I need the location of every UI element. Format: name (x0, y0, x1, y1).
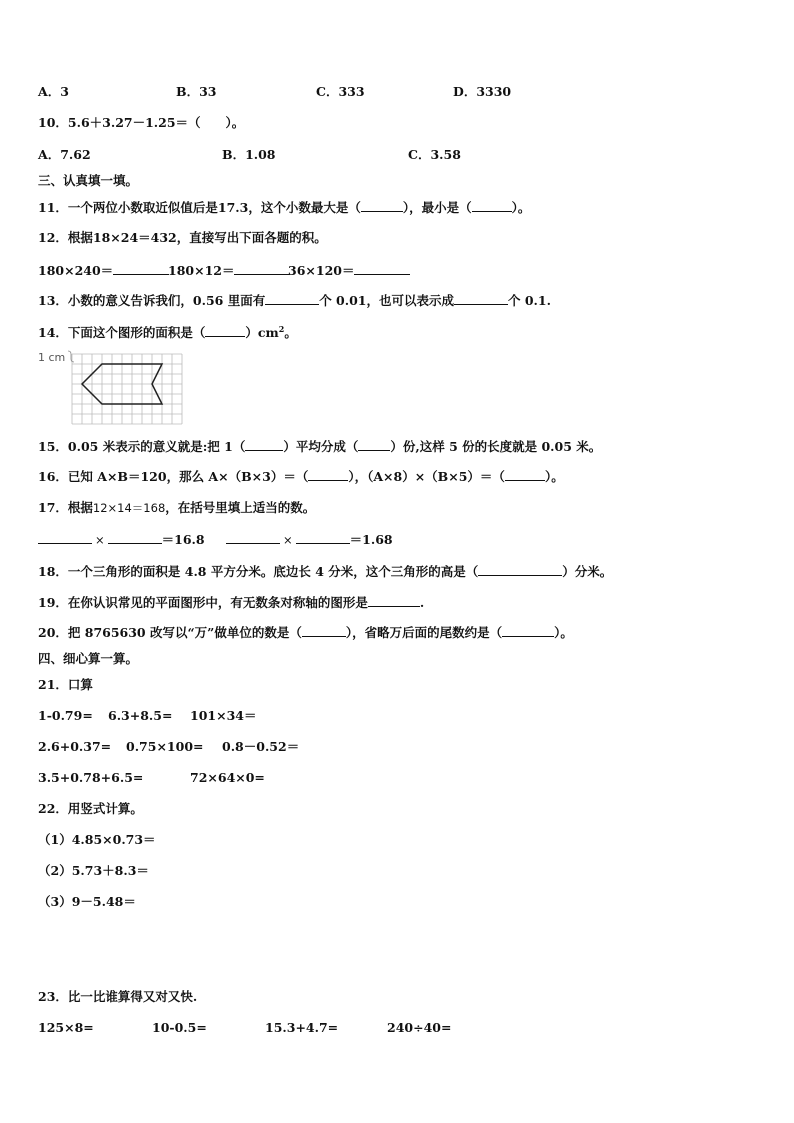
q16 (38, 468, 564, 485)
q13 (38, 292, 551, 309)
q10-option-c: C．3.58 (408, 147, 461, 162)
q18-text-a: 18．一个三角形的面积是 4.8 平方分米。底边长 4 分米，这个三角形的高是（ (38, 564, 479, 579)
q11-text-c: ）。 (511, 200, 531, 215)
q23-item-3: 15.3+4.7= (265, 1020, 339, 1035)
q13-blank-2[interactable] (454, 292, 508, 305)
q22-title: 22．用竖式计算。 (38, 801, 143, 816)
q20-blank-1[interactable] (302, 624, 346, 637)
q16-text-b: ），（A×8）×（B×5）＝（ (348, 469, 505, 484)
q12-stem: 12．根据18×24＝432，直接写出下面各题的积。 (38, 230, 327, 245)
q17-formula: 12×14＝168 (92, 501, 166, 515)
q17-blank-4[interactable] (296, 531, 350, 544)
q16-blank-2[interactable] (505, 468, 545, 481)
q14-blank[interactable] (205, 324, 245, 337)
q18-text-b: ）分米。 (562, 564, 613, 579)
scale-brace (68, 351, 74, 362)
q21-r2-c2: 0.75×100= (126, 739, 204, 754)
q21-r3-c2: 72×64×0= (190, 770, 265, 785)
q16-blank-1[interactable] (308, 468, 348, 481)
option-d: D．3330 (453, 84, 512, 99)
q23-item-2: 10-0.5= (152, 1020, 207, 1035)
q14-text-a: 14．下面这个图形的面积是（ (38, 325, 206, 340)
q11-blank-min[interactable] (472, 199, 512, 212)
q17-blank-1[interactable] (38, 531, 92, 544)
q14-sup: 2 (278, 323, 285, 334)
q12-row-3 (288, 262, 410, 279)
section-4-heading: 四、细心算一算。 (38, 651, 139, 666)
q12-expr-3: 36×120＝ (288, 263, 355, 278)
q21-title: 21．口算 (38, 677, 93, 692)
q12-blank-3[interactable] (354, 262, 410, 275)
q15-text-a: 15．0.05 米表示的意义就是:把 1（ (38, 439, 246, 454)
q19-blank[interactable] (368, 594, 420, 607)
option-a: A．3 (38, 84, 69, 99)
q23-item-1: 125×8= (38, 1020, 94, 1035)
section-3-heading: 三、认真填一填。 (38, 173, 139, 188)
q21-r2-c1: 2.6+0.37= (38, 739, 112, 754)
grid-figure (66, 350, 186, 426)
q22-item-3: （3）9－5.48＝ (38, 894, 136, 909)
q21-r1-c2: 6.3+8.5= (108, 708, 173, 723)
q13-text-b: 个 0.01，也可以表示成 (319, 293, 454, 308)
q21-r1-c3: 101×34＝ (190, 708, 257, 723)
q10-stem: 10．5.6＋3.27－1.25＝（ ）。 (38, 115, 245, 130)
option-c: C．333 (316, 84, 365, 99)
q11-text-a: 11．一个两位小数取近似值后是17.3，这个小数最大是（ (38, 200, 361, 215)
q17-blank-2[interactable] (108, 531, 162, 544)
q12-blank-1[interactable] (113, 262, 169, 275)
q17-blank-3[interactable] (226, 531, 280, 544)
q17-times-1: × (95, 533, 105, 547)
q22-item-1: （1）4.85×0.73＝ (38, 832, 156, 847)
q17-result-2: ＝1.68 (349, 532, 393, 547)
q23-title: 23．比一比谁算得又对又快. (38, 989, 198, 1004)
q15-blank-1[interactable] (245, 438, 283, 451)
q15 (38, 438, 601, 455)
q14-text-c: 。 (284, 325, 297, 340)
q14 (38, 324, 297, 341)
q11 (38, 199, 530, 216)
q17-row-1 (38, 531, 205, 548)
q16-text-c: ）。 (544, 469, 564, 484)
q15-text-b: ）平均分成（ (283, 439, 359, 454)
q19-text-a: 19．在你认识常见的平面图形中，有无数条对称轴的图形是 (38, 595, 368, 610)
q17-result-1: ＝16.8 (161, 532, 205, 547)
q11-blank-max[interactable] (361, 199, 403, 212)
q21-r3-c1: 3.5+0.78+6.5= (38, 770, 144, 785)
q10-option-a: A．7.62 (38, 147, 91, 162)
q12-row (38, 262, 169, 279)
q20-blank-2[interactable] (502, 624, 554, 637)
q20-text-b: ），省略万后面的尾数约是（ (345, 625, 503, 640)
q23-item-4: 240÷40= (387, 1020, 452, 1035)
q11-text-b: ），最小是（ (402, 200, 472, 215)
q17-text-a: 17．根据 (38, 500, 93, 515)
q20 (38, 624, 573, 641)
q21-r2-c3: 0.8－0.52＝ (222, 739, 300, 754)
q19 (38, 594, 424, 611)
q13-text-c: 个 0.1. (508, 293, 551, 308)
option-b: B．33 (176, 84, 217, 99)
q17-text-b: ，在括号里填上适当的数。 (165, 500, 316, 515)
q15-blank-2[interactable] (358, 438, 390, 451)
q19-text-b: . (419, 595, 425, 610)
q18 (38, 563, 612, 580)
q20-text-a: 20．把 8765630 改写以“万”做单位的数是（ (38, 625, 302, 640)
q17-row-2 (226, 531, 393, 548)
q15-text-c: ）份,这样 5 份的长度就是 0.05 米。 (390, 439, 602, 454)
q22-item-2: （2）5.73＋8.3＝ (38, 863, 149, 878)
q14-text-b: ）cm (245, 325, 279, 340)
q13-blank-1[interactable] (265, 292, 319, 305)
q12-row-2 (168, 262, 290, 279)
q17-times-2: × (283, 533, 293, 547)
q10-option-b: B．1.08 (222, 147, 276, 162)
q16-text-a: 16．已知 A×B＝120，那么 A×（B×3）＝（ (38, 469, 309, 484)
q12-expr-1: 180×240＝ (38, 263, 114, 278)
scale-label: 1 cm (38, 351, 66, 364)
q21-r1-c1: 1-0.79= (38, 708, 93, 723)
q12-expr-2: 180×12＝ (168, 263, 235, 278)
q17-stem (38, 500, 315, 516)
q20-text-c: ）。 (554, 625, 573, 640)
q12-blank-2[interactable] (234, 262, 290, 275)
q13-text-a: 13．小数的意义告诉我们，0.56 里面有 (38, 293, 266, 308)
q18-blank[interactable] (478, 563, 562, 576)
